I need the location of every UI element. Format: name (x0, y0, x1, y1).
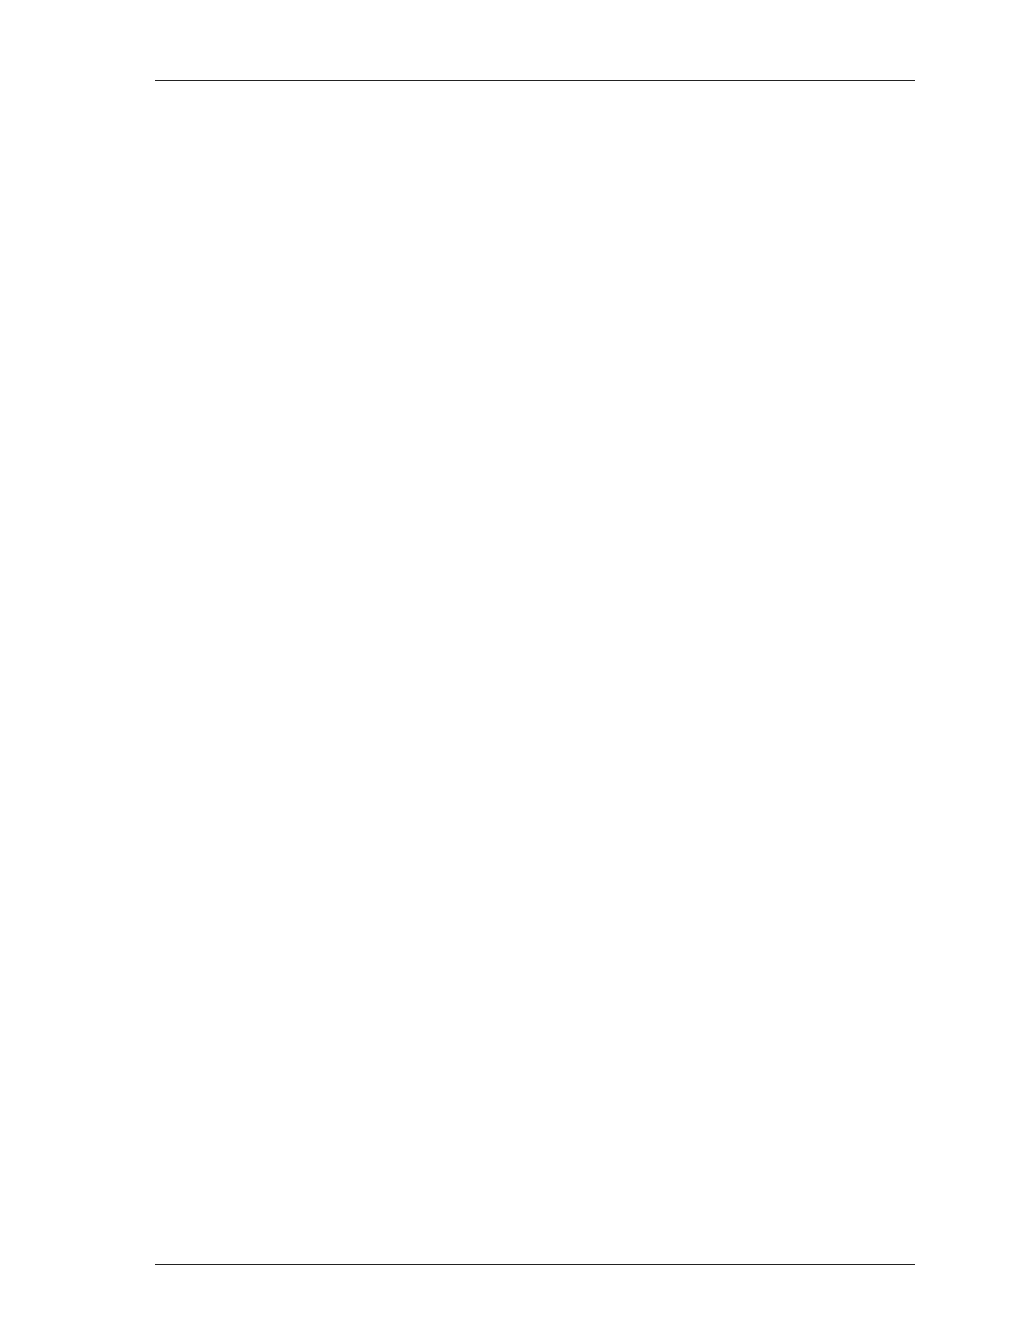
table-of-contents (155, 124, 914, 169)
section-title (155, 139, 914, 166)
header-rule (155, 80, 915, 81)
footer-rule (155, 1264, 915, 1265)
